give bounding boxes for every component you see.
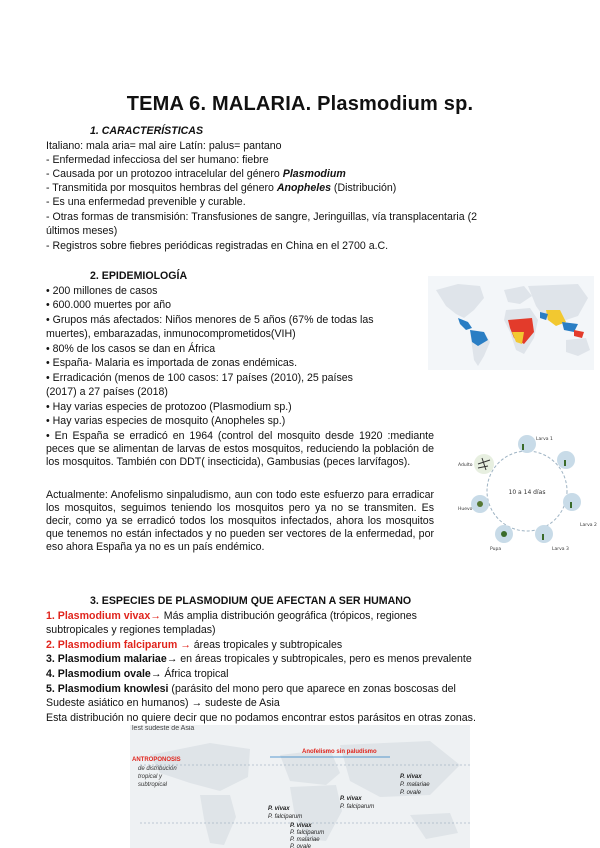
malaria-distribution-map [428,276,594,370]
stage-label: Pupa [490,547,502,552]
text-line: - Transmitida por mosquitos hembras del género Anopheles (Distribución) [46,182,397,194]
bullet: • Hay varias especies de protozoo (Plasmodium sp.) [46,401,292,413]
antroponosis-title: ANTROPONOSIS [132,757,181,763]
stage-label: Larva 1 [536,437,553,442]
anofelismo-label: Anofelismo sin paludismo [302,749,377,755]
species-line: 1. Plasmodium vivax→ Más amplia distribución geográfica (trópicos, regiones [46,610,417,622]
section1-heading: 1. CARACTERÍSTICAS [90,125,204,137]
stage-label: Larva 3 [552,547,569,552]
text-line: - Es una enfermedad prevenible y curable. [46,196,246,208]
spain-paragraph: • En España se erradicó en 1964 (control del mosquito desde 1920 :mediante peces que se alimentan de larvas de estos mosquitos, reduciendo la población de los mosquitos. También con DDT( insecticida), Gambusias (peces larvífagos). [46,430,434,468]
closing-line: Esta distribución no quiere decir que no podamos encontrar estos parásitos en otras zonas. [46,712,476,724]
mosquito-life-cycle-diagram [452,430,600,552]
text-line: - Causada por un protozoo intracelular del género Plasmodium [46,168,346,180]
text-line: - Enfermedad infecciosa del ser humano: fiebre [46,154,269,166]
text-line: Italiano: mala aria= mal aire Latín: palus= pantano [46,140,282,152]
page-title: TEMA 6. MALARIA. Plasmodium sp. [126,93,474,115]
bullet: • 600.000 muertes por año [46,299,172,311]
species-label-group: P. vivax P. falciparum [340,796,375,810]
map-caption: lest sudeste de Asia [132,725,195,732]
species-line: 2. Plasmodium falciparum → áreas tropicales y subtropicales [46,639,343,651]
species-line: 4. Plasmodium ovale→ África tropical [46,668,229,680]
bullet: • España- Malaria es importada de zonas endémicas. [46,357,298,369]
bullet: • Grupos más afectados: Niños menores de 5 años (67% de todas las [46,314,374,326]
bullet: (2017) a 27 países (2018) [46,386,168,398]
stage-label: Huevo [458,507,473,512]
species-label-group: P. vivax P. malariae P. ovale [400,774,430,796]
text-line: - Registros sobre fiebres periódicas registradas en China en el 2700 a.C. [46,240,389,252]
bullet: • Erradicación (menos de 100 casos: 17 países (2010), 25 países [46,372,353,384]
species-distribution-map [130,725,470,848]
text-line: últimos meses) [46,225,118,237]
stage-label: Larva 2 [580,523,597,528]
species-label-group: P. vivax P. falciparum [268,806,303,820]
species-line: 5. Plasmodium knowlesi (parásito del mono pero que aparece en zonas boscosas del [46,683,456,695]
bullet: • 80% de los casos se dan en África [46,343,216,355]
species-line: 3. Plasmodium malariae→ en áreas tropicales y subtropicales, pero es menos prevalente [46,653,472,665]
section2-heading: 2. EPIDEMIOLOGÍA [90,270,188,282]
cycle-center-label: 10 a 14 días [508,489,546,496]
species-line: subtropicales y regiones templadas) [46,624,216,636]
actual-paragraph: Actualmente: Anofelismo sinpaludismo, aun con todo este esfuerzo para erradicar los mosquitos, seguimos teniendo los mosquitos pero ya no se transmiten. Es decir, como ya se erradicó todos los mosquitos infectados, ahora los mosquitos que tenemos no están infectados y no pueden ser vectores de la enfermedad, por eso ahora España ya no es un país endémico. [46,489,434,553]
text-line: - Otras formas de transmisión: Transfusiones de sangre, Jeringuillas, vía transplacentaria (2 [46,211,478,223]
bullet: • Hay varias especies de mosquito (Anopheles sp.) [46,415,286,427]
antroponosis-desc: de distribución tropical y subtropical [138,766,177,788]
species-label-group: P. vivax P. falciparum P. malariae P. ovale [290,823,325,848]
species-line: Sudeste asiático en humanos) → sudeste de Asia [46,697,280,709]
stage-label: Adulto [458,463,473,468]
bullet: • 200 millones de casos [46,285,158,297]
section3-heading: 3. ESPECIES DE PLASMODIUM QUE AFECTAN A SER HUMANO [90,595,412,607]
bullet: muertes), embarazadas, inmunocomprometidos(VIH) [46,328,296,340]
